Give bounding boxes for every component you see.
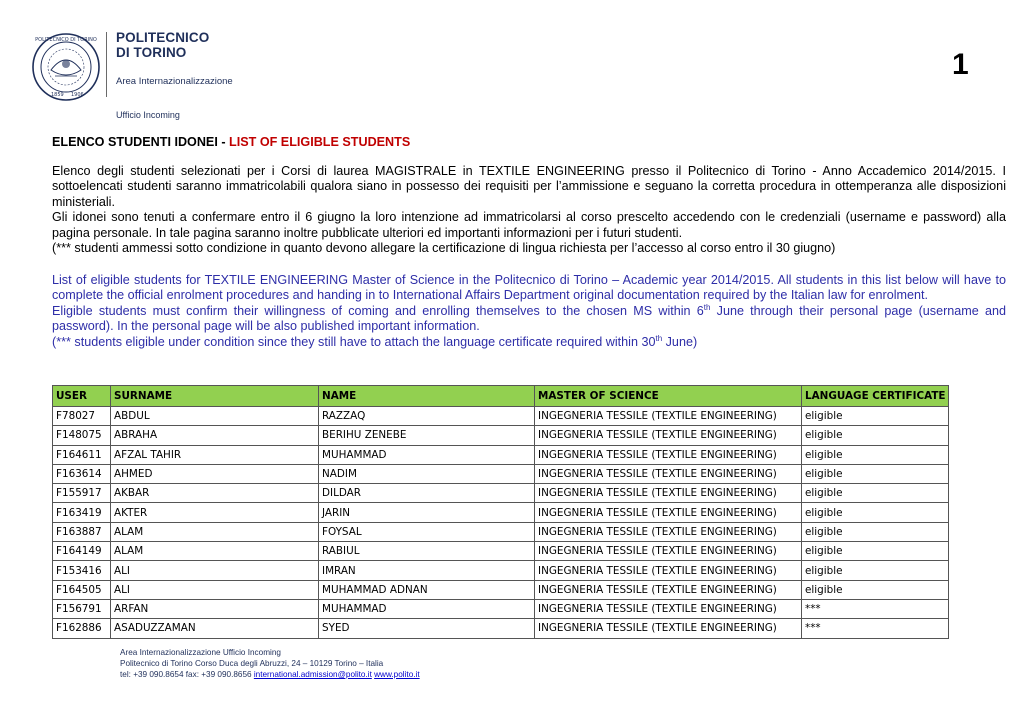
- cell-language: eligible: [802, 445, 949, 464]
- brand-line-1: POLITECNICO: [116, 30, 210, 45]
- cell-master: INGEGNERIA TESSILE (TEXTILE ENGINEERING): [535, 445, 802, 464]
- politecnico-seal-logo: [31, 32, 101, 102]
- table-row: [53, 561, 949, 580]
- cell-surname: AKBAR: [111, 484, 319, 503]
- website-link[interactable]: www.polito.it: [374, 670, 420, 679]
- cell-surname: ALI: [111, 580, 319, 599]
- cell-language: ***: [802, 619, 949, 638]
- cell-name: RAZZAQ: [319, 407, 535, 426]
- cell-surname: ASADUZZAMAN: [111, 619, 319, 638]
- cell-user: F164505: [53, 580, 111, 599]
- cell-name: DILDAR: [319, 484, 535, 503]
- cell-name: RABIUL: [319, 542, 535, 561]
- cell-master: INGEGNERIA TESSILE (TEXTILE ENGINEERING): [535, 619, 802, 638]
- column-header-user: USER: [53, 386, 111, 407]
- page-footer: [120, 647, 420, 680]
- table-row: [53, 407, 949, 426]
- cell-language: eligible: [802, 426, 949, 445]
- cell-master: INGEGNERIA TESSILE (TEXTILE ENGINEERING): [535, 599, 802, 618]
- column-header-name: NAME: [319, 386, 535, 407]
- email-link[interactable]: international.admission@polito.it: [253, 670, 372, 679]
- table-row: [53, 503, 949, 522]
- svg-text:1906: 1906: [71, 92, 84, 98]
- cell-name: SYED: [319, 619, 535, 638]
- cell-surname: AHMED: [111, 464, 319, 483]
- brand-line-2: DI TORINO: [116, 45, 187, 60]
- cell-surname: ALAM: [111, 542, 319, 561]
- table-row: [53, 599, 949, 618]
- cell-master: INGEGNERIA TESSILE (TEXTILE ENGINEERING): [535, 464, 802, 483]
- footer-address: Politecnico di Torino Corso Duca degli Abruzzi, 24 – 10129 Torino – Italia: [120, 659, 384, 668]
- cell-language: eligible: [802, 464, 949, 483]
- intro-english: [52, 273, 1006, 350]
- cell-master: INGEGNERIA TESSILE (TEXTILE ENGINEERING): [535, 407, 802, 426]
- cell-surname: AFZAL TAHIR: [111, 445, 319, 464]
- cell-master: INGEGNERIA TESSILE (TEXTILE ENGINEERING): [535, 580, 802, 599]
- eligible-students-table: [52, 385, 949, 639]
- cell-master: INGEGNERIA TESSILE (TEXTILE ENGINEERING): [535, 484, 802, 503]
- cell-user: F162886: [53, 619, 111, 638]
- column-header-master: MASTER OF SCIENCE: [535, 386, 802, 407]
- intro-it-paragraph: Elenco degli studenti selezionati per i Corsi di laurea MAGISTRALE in TEXTILE ENGINEERING presso il Politecnico di Torino - Anno Accademico 2014/2015. I sottoelencati studenti saranno immatricolabili qualora siano in possesso dei requisiti per l’ammissione e seguano la corretta procedura in ottemperanza alle disposizioni ministeriali.: [52, 164, 1006, 209]
- cell-language: ***: [802, 599, 949, 618]
- cell-name: BERIHU ZENEBE: [319, 426, 535, 445]
- brand-name: [116, 30, 209, 60]
- cell-user: F163419: [53, 503, 111, 522]
- cell-user: F163887: [53, 522, 111, 541]
- svg-text:1859: 1859: [51, 92, 64, 98]
- header-divider: [106, 32, 107, 97]
- cell-master: INGEGNERIA TESSILE (TEXTILE ENGINEERING): [535, 503, 802, 522]
- table-row: [53, 619, 949, 638]
- cell-surname: AKTER: [111, 503, 319, 522]
- brand-area: Area Internazionalizzazione: [116, 76, 233, 87]
- cell-name: IMRAN: [319, 561, 535, 580]
- office-name: Ufficio Incoming: [116, 110, 180, 120]
- cell-name: MUHAMMAD ADNAN: [319, 580, 535, 599]
- cell-user: F153416: [53, 561, 111, 580]
- cell-name: MUHAMMAD: [319, 599, 535, 618]
- cell-master: INGEGNERIA TESSILE (TEXTILE ENGINEERING): [535, 561, 802, 580]
- table-row: [53, 464, 949, 483]
- intro-it-paragraph: (*** studenti ammessi sotto condizione in quanto devono allegare la certificazione di lingua richiesta per l’accesso al corso entro il 30 giugno): [52, 241, 836, 256]
- table-row: [53, 542, 949, 561]
- title-italian: ELENCO STUDENTI IDONEI -: [52, 135, 230, 149]
- table-row: [53, 522, 949, 541]
- cell-user: F156791: [53, 599, 111, 618]
- cell-name: FOYSAL: [319, 522, 535, 541]
- cell-user: F164149: [53, 542, 111, 561]
- cell-surname: ABRAHA: [111, 426, 319, 445]
- footer-office: Area Internazionalizzazione Ufficio Incoming: [120, 648, 281, 657]
- cell-name: NADIM: [319, 464, 535, 483]
- table-header-row: [53, 386, 949, 407]
- cell-language: eligible: [802, 522, 949, 541]
- cell-master: INGEGNERIA TESSILE (TEXTILE ENGINEERING): [535, 522, 802, 541]
- intro-it-paragraph: Gli idonei sono tenuti a confermare entro il 6 giugno la loro intenzione ad immatricolarsi al corso prescelto accedendo con le credenziali (username e password) alla pagina personale. In tale pagina saranno inoltre pubblicate ulteriori ed importanti informazioni per i futuri studenti.: [52, 210, 1006, 240]
- cell-user: F148075: [53, 426, 111, 445]
- cell-surname: ALAM: [111, 522, 319, 541]
- footer-contacts: tel: +39 090.8654 fax: +39 090.8656 international.admission@polito.it www.polito.it: [120, 670, 420, 679]
- cell-name: MUHAMMAD: [319, 445, 535, 464]
- seal-lettering: POLITECNICO DI TORINO: [35, 37, 97, 43]
- cell-surname: ABDUL: [111, 407, 319, 426]
- cell-surname: ALI: [111, 561, 319, 580]
- cell-surname: ARFAN: [111, 599, 319, 618]
- cell-user: F164611: [53, 445, 111, 464]
- page-number: 1: [952, 48, 969, 81]
- table-row: [53, 580, 949, 599]
- cell-language: eligible: [802, 503, 949, 522]
- cell-language: eligible: [802, 542, 949, 561]
- intro-en-paragraph: List of eligible students for TEXTILE ENGINEERING Master of Science in the Politecnico di Torino – Academic year 2014/2015. All students in this list below will have to complete the official enrolment procedures and handing in to International Affairs Department original documentation required by the Italian law for enrolment.: [52, 273, 1006, 303]
- cell-master: INGEGNERIA TESSILE (TEXTILE ENGINEERING): [535, 426, 802, 445]
- intro-italian: [52, 164, 1006, 256]
- cell-name: JARIN: [319, 503, 535, 522]
- intro-en-paragraph: (*** students eligible under condition since they still have to attach the language certificate required within 30th June): [52, 333, 698, 349]
- column-header-language: LANGUAGE CERTIFICATE: [802, 386, 949, 407]
- cell-user: F155917: [53, 484, 111, 503]
- cell-user: F163614: [53, 464, 111, 483]
- cell-language: eligible: [802, 484, 949, 503]
- table-row: [53, 484, 949, 503]
- cell-language: eligible: [802, 580, 949, 599]
- intro-en-paragraph: Eligible students must confirm their willingness of coming and enrolling themselves to the chosen MS within 6th June through their personal page (username and password). In the personal page will be also published important information.: [52, 302, 1007, 334]
- column-header-surname: SURNAME: [111, 386, 319, 407]
- cell-language: eligible: [802, 407, 949, 426]
- document-title: [52, 135, 410, 149]
- table-row: [53, 426, 949, 445]
- table-row: [53, 445, 949, 464]
- cell-language: eligible: [802, 561, 949, 580]
- cell-master: INGEGNERIA TESSILE (TEXTILE ENGINEERING): [535, 542, 802, 561]
- title-english: LIST OF ELIGIBLE STUDENTS: [229, 135, 411, 149]
- cell-user: F78027: [53, 407, 111, 426]
